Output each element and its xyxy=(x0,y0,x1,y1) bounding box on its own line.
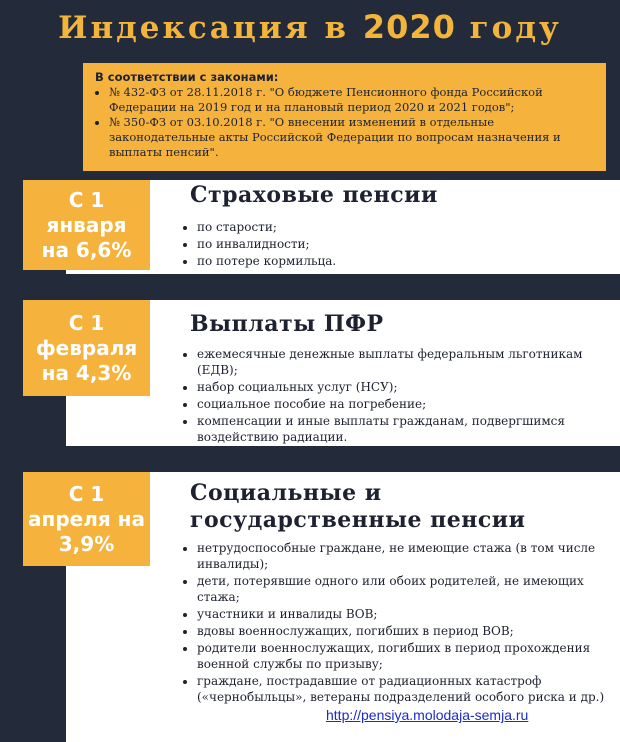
badge-april xyxy=(23,472,150,566)
list-item: • участники и инвалиды ВОВ; xyxy=(197,606,607,622)
section-list xyxy=(183,219,336,270)
badge-line: февраля xyxy=(35,335,138,360)
source-link[interactable]: http://pensiya.molodaja-semja.ru xyxy=(326,707,529,723)
badge-line: на 4,3% xyxy=(41,360,132,385)
section-title: Социальные и государственные пенсии xyxy=(190,480,526,533)
list-item: • граждане, пострадавшие от радиационных катастроф («чернобыльцы», ветераны подразделений особого риска и др.) xyxy=(197,673,607,705)
badge-line: С 1 xyxy=(68,481,105,506)
list-item: • дети, потерявшие одного или обоих родителей, не имеющих стажа; xyxy=(197,573,607,605)
list-item: • социальное пособие на погребение; xyxy=(197,396,607,412)
badge-line: С 1 xyxy=(68,310,105,335)
list-item: • по инвалидности; xyxy=(197,236,336,252)
list-item: • вдовы военнослужащих, погибших в период ВОВ; xyxy=(197,623,607,639)
laws-list xyxy=(95,85,594,160)
section-title: Страховые пенсии xyxy=(190,182,438,208)
section-list xyxy=(183,346,607,446)
badge-line: апреля на xyxy=(28,506,145,531)
title-suffix: году xyxy=(469,10,562,46)
laws-box xyxy=(83,63,606,171)
section-title: Выплаты ПФР xyxy=(190,311,384,337)
list-item: • ежемесячные денежные выплаты федеральным льготникам (ЕДВ); xyxy=(197,346,607,378)
list-item: • нетрудоспособные граждане, не имеющие стажа (в том числе инвалиды); xyxy=(197,540,607,572)
badge-line: С 1 xyxy=(68,187,105,212)
badge-line: 3,9% xyxy=(58,531,115,556)
badge-line: на 6,6% xyxy=(41,237,132,262)
law-item: • № 350-ФЗ от 03.10.2018 г. "О внесении изменений в отдельные законодательные акты Российской Федерации по вопросам назначения и выплаты пенсий". xyxy=(109,115,594,160)
list-item: • по старости; xyxy=(197,219,336,235)
list-item: • компенсации и иные выплаты гражданам, подвергшимся воздействию радиации. xyxy=(197,413,607,445)
page-title xyxy=(0,8,620,46)
list-item: • набор социальных услуг (НСУ); xyxy=(197,379,607,395)
badge-february xyxy=(23,300,150,396)
laws-heading: В соответствии с законами: xyxy=(95,70,279,84)
list-item: • по потере кормильца. xyxy=(197,253,336,269)
badge-line: января xyxy=(46,212,127,237)
title-year: 2020 xyxy=(362,8,456,46)
section-list xyxy=(183,540,607,706)
badge-january xyxy=(23,180,150,270)
law-item: • № 432-ФЗ от 28.11.2018 г. "О бюджете Пенсионного фонда Российской Федерации на 2019 год и на плановый период 2020 и 2021 годов"; xyxy=(109,85,594,115)
list-item: • родители военнослужащих, погибших в период прохождения военной службы по призыву; xyxy=(197,640,607,672)
title-prefix: Индексация в xyxy=(58,10,349,46)
